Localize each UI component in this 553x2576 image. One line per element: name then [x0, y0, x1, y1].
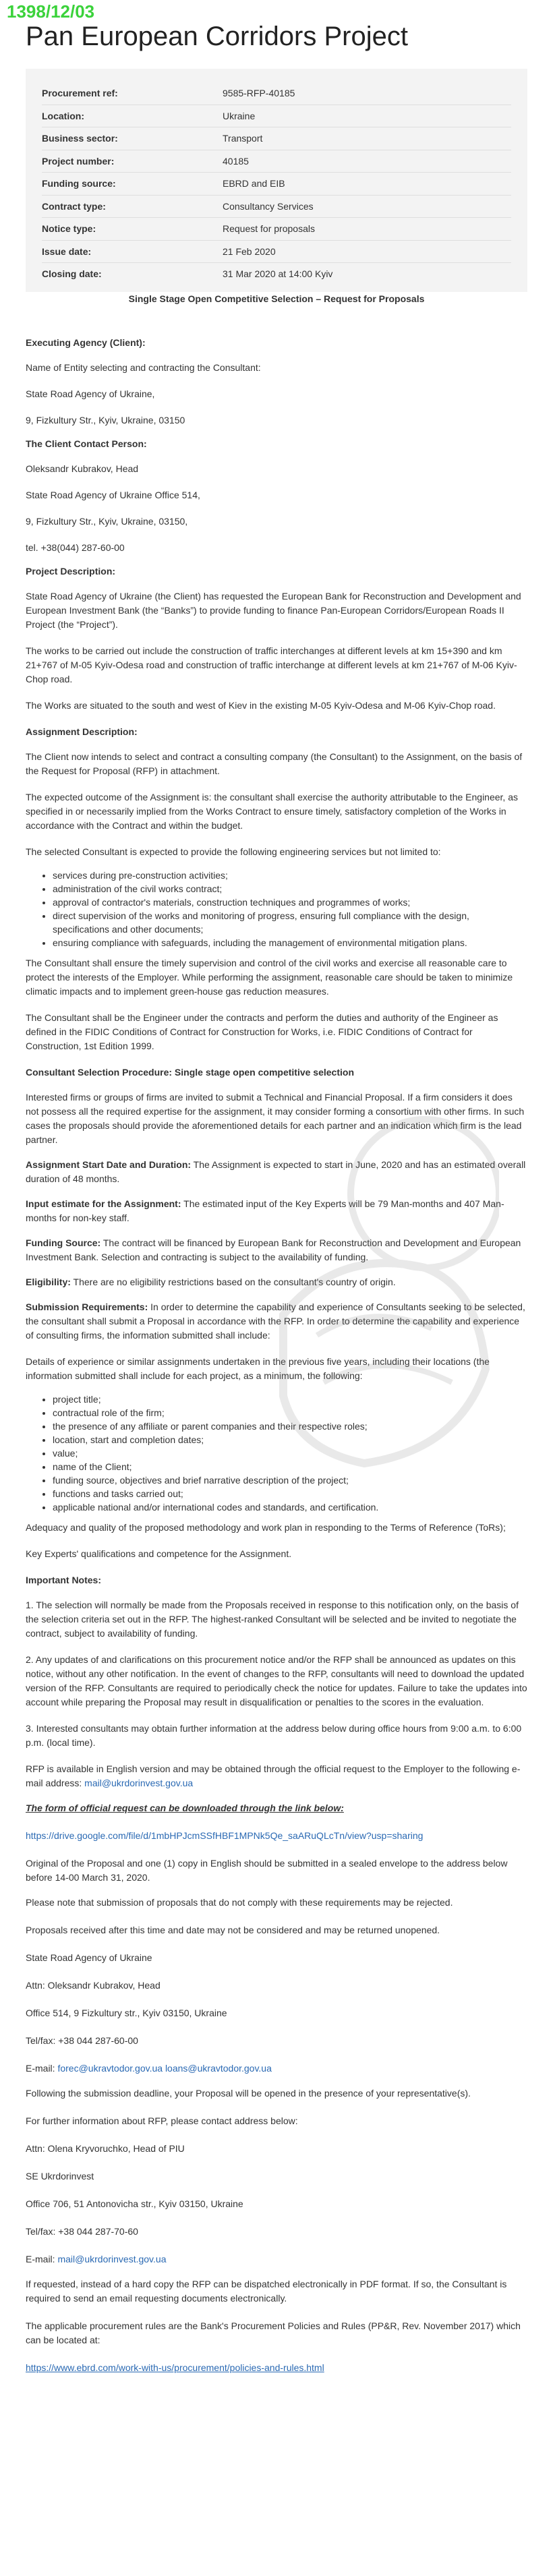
email-paragraph [26, 2061, 527, 2076]
list-item: • funding source, objectives and brief narrative description of the project; [53, 1473, 527, 1487]
info-label: Project number: [42, 155, 115, 167]
contact-line: Attn: Olena Kryvoruchko, Head of PIU [26, 2142, 185, 2154]
email-label: E-mail: [26, 2062, 58, 2074]
paragraph: Please note that submission of proposals that do not comply with these requirements may be rejected. [26, 1896, 453, 1908]
project-description-heading: Project Description: [26, 565, 116, 577]
contact-line: tel. +38(044) 287-60-00 [26, 541, 125, 553]
contact-email-paragraph [26, 2252, 527, 2266]
submission-text: In order to determine the capability and experience of Consultants seeking to be selected, the consultant shall submit a Proposal in accordance with the RFP. In order to determine the capability and experience of consulting firms, the information submitted shall include: [26, 1301, 525, 1341]
start-date-paragraph [26, 1158, 527, 1186]
important-notes-heading: Important Notes: [26, 1574, 101, 1585]
info-label: Procurement ref: [42, 88, 118, 99]
paragraph: Proposals received after this time and date may not be considered and may be returned unopened. [26, 1924, 440, 1935]
info-label: Business sector: [42, 133, 118, 144]
funding-source-label: Funding Source: [26, 1237, 101, 1248]
address-line: Tel/fax: +38 044 287-60-00 [26, 2035, 138, 2046]
paragraph: The expected outcome of the Assignment is: the consultant shall exercise the authority attributable to the Engineer, as specified in or necessarily implied from the Works Contract to ensure timely, satisfactory completion of the Works in accordance with the Contract and within the budget. [26, 791, 518, 831]
paragraph: Interested firms or groups of firms are invited to submit a Technical and Financial Proposal. If a firm considers it does not possess all the required expertise for the assignment, it may consider forming a consortium with other firms. In such cases the proposals should provide the aforementioned details for each partner and an indication which firm is the lead partner. [26, 1091, 525, 1145]
notice-subtitle: Single Stage Open Competitive Selection – Request for Proposals [128, 293, 425, 304]
exec-line: 9, Fizkultury Str., Kyiv, Ukraine, 03150 [26, 414, 185, 426]
funding-source-text: The contract will be financed by European Bank for Reconstruction and Development and European Investment Bank. Selection and contracting is subject to the availability of funding. [26, 1237, 521, 1262]
info-label: Funding source: [42, 178, 116, 189]
email-link-loans[interactable]: loans@ukravtodor.gov.ua [165, 2062, 272, 2074]
form-download-link[interactable]: https://drive.google.com/file/d/1mbHPJcmSSfHBF1MPNk5Qe_saARuQLcTn/view?usp=sharing [26, 1829, 424, 1841]
contact-line: Office 706, 51 Antonovicha str., Kyiv 03150, Ukraine [26, 2198, 243, 2209]
note-paragraph: 1. The selection will normally be made from the Proposals received in response to this notification only, on the basis of the selection criteria set out in the RFP. The highest-ranked Consultant will be selected and be invited to negotiate the contract, subject to availability of funding. [26, 1599, 519, 1639]
info-value: Consultancy Services [223, 200, 314, 212]
info-value: 9585-RFP-40185 [223, 88, 295, 99]
info-row [42, 173, 511, 196]
paragraph: Original of the Proposal and one (1) copy in English should be submitted in a sealed envelope to the address below before 14-00 March 31, 2020. [26, 1857, 508, 1883]
contact-email-label: E-mail: [26, 2253, 58, 2264]
list-item: • applicable national and/or international codes and standards, and certification. [53, 1500, 527, 1514]
list-item: • services during pre-construction activities; [53, 869, 527, 882]
paragraph: Adequacy and quality of the proposed methodology and work plan in responding to the Terms of Reference (ToRs); [26, 1521, 506, 1533]
list-item: • approval of contractor's materials, construction techniques and programmes of works; [53, 896, 527, 909]
form-download-text: The form of official request can be downloaded through the link below: [26, 1802, 344, 1813]
selection-procedure-heading: Consultant Selection Procedure: Single stage open competitive selection [26, 1066, 354, 1078]
info-value: Transport [223, 133, 263, 144]
contact-line: SE Ukrdorinvest [26, 2170, 94, 2182]
info-label: Closing date: [42, 268, 102, 280]
funding-source-paragraph [26, 1236, 527, 1264]
contact-email-link[interactable]: mail@ukrdorinvest.gov.ua [57, 2253, 167, 2264]
list-item: • functions and tasks carried out; [53, 1487, 527, 1500]
paragraph: The selected Consultant is expected to provide the following engineering services but not limited to: [26, 846, 441, 857]
info-row [42, 127, 511, 150]
list-item: • value; [53, 1446, 527, 1460]
info-row [42, 150, 511, 173]
contact-line: Tel/fax: +38 044 287-70-60 [26, 2225, 138, 2237]
info-row [42, 82, 511, 105]
procurement-info-box [26, 69, 527, 292]
info-row [42, 196, 511, 218]
input-estimate-paragraph [26, 1197, 527, 1225]
contact-heading: The Client Contact Person: [26, 438, 147, 449]
experience-list [26, 1393, 527, 1514]
notice-body [26, 292, 527, 2375]
paragraph: Details of experience or similar assignments undertaken in the previous five years, including their locations (the information submitted shall include for each project, as a minimum, the following: [26, 1355, 490, 1381]
exec-line: State Road Agency of Ukraine, [26, 388, 155, 399]
assignment-description-heading: Assignment Description: [26, 726, 138, 737]
info-row [42, 241, 511, 264]
eligibility-text: There are no eligibility restrictions based on the consultant's country of origin. [70, 1276, 396, 1287]
info-value: 40185 [223, 155, 249, 167]
info-label: Location: [42, 110, 84, 121]
info-row [42, 263, 511, 285]
info-value: Request for proposals [223, 223, 315, 235]
rfp-email-link[interactable]: mail@ukrdorinvest.gov.ua [84, 1777, 194, 1788]
input-estimate-text: The estimated input of the Key Experts will be 79 Man-months and 407 Man-months for non-key staff. [26, 1198, 504, 1223]
address-line: State Road Agency of Ukraine [26, 1952, 152, 1963]
paragraph: Key Experts' qualifications and competence for the Assignment. [26, 1548, 292, 1559]
list-item: • ensuring compliance with safeguards, including the management of environmental mitigation plans. [53, 936, 527, 949]
list-item: • administration of the civil works contract; [53, 882, 527, 896]
date-stamp: 1398/12/03 [7, 1, 95, 22]
paragraph: The Client now intends to select and contract a consulting company (the Consultant) to the Assignment, on the basis of the Request for Proposal (RFP) in attachment. [26, 751, 523, 776]
paragraph: The Consultant shall ensure the timely supervision and control of the civil works and exercise all reasonable care to protect the interests of the Employer. While performing the assignment, reasonable care should be taken to minimize climatic impacts and to implement green-house gas reduction measures. [26, 957, 513, 997]
info-label: Notice type: [42, 223, 96, 235]
rfp-text: RFP is available in English version and may be obtained through the official request to the Employer to the following e-mail address: [26, 1763, 521, 1788]
paragraph: The applicable procurement rules are the Bank's Procurement Policies and Rules (PP&R, Rev. November 2017) which can be located at: [26, 2320, 521, 2345]
rules-link-paragraph [26, 2361, 527, 2375]
note-paragraph: 2. Any updates of and clarifications on this procurement notice and/or the RFP shall be announced as updates on this notice, without any other notification. In the event of changes to the RFP, consultants will need to download the updated version of the RFP. Consultants are required to periodically check the notice for updates. Failure to take the updates into account while preparing the Proposal may result in disqualification or penalties to the scores in the evaluation. [26, 1653, 527, 1707]
list-item: • name of the Client; [53, 1460, 527, 1473]
info-value: Ukraine [223, 110, 256, 121]
paragraph: If requested, instead of a hard copy the RFP can be dispatched electronically in PDF format. If so, the Consultant is required to send an email requesting documents electronically. [26, 2278, 507, 2304]
info-value: 21 Feb 2020 [223, 245, 276, 257]
exec-line: Name of Entity selecting and contracting the Consultant: [26, 361, 261, 373]
services-list [26, 869, 527, 949]
info-row [42, 105, 511, 128]
input-estimate-label: Input estimate for the Assignment: [26, 1198, 181, 1209]
info-label: Contract type: [42, 200, 106, 212]
form-link-paragraph [26, 1829, 527, 1843]
eligibility-label: Eligibility: [26, 1276, 71, 1287]
submission-label: Submission Requirements: [26, 1301, 148, 1312]
address-line: Attn: Oleksandr Kubrakov, Head [26, 1979, 161, 1991]
contact-line: State Road Agency of Ukraine Office 514, [26, 489, 200, 500]
address-line: Office 514, 9 Fizkultury str., Kyiv 03150, Ukraine [26, 2007, 227, 2018]
paragraph: The Works are situated to the south and west of Kiev in the existing M-05 Kyiv-Odesa and M-06 Kyiv-Chop road. [26, 699, 496, 711]
start-date-label: Assignment Start Date and Duration: [26, 1159, 192, 1170]
paragraph: State Road Agency of Ukraine (the Client) has requested the European Bank for Reconstruction and Development and European Investment Bank (the “Banks”) to provide funding to finance Pan-European Corridors/European Roads II Project (the “Project”). [26, 590, 521, 630]
paragraph: Following the submission deadline, your Proposal will be opened in the presence of your representative(s). [26, 2087, 471, 2099]
list-item: • contractual role of the firm; [53, 1406, 527, 1419]
email-link-forec[interactable]: forec@ukravtodor.gov.ua [57, 2062, 163, 2074]
info-label: Issue date: [42, 245, 92, 257]
paragraph: For further information about RFP, please contact address below: [26, 2115, 298, 2126]
executing-agency-heading: Executing Agency (Client): [26, 336, 146, 348]
info-value: 31 Mar 2020 at 14:00 Kyiv [223, 268, 333, 280]
form-download-label [26, 1801, 527, 1815]
page-title: Pan European Corridors Project [26, 22, 408, 51]
procurement-rules-link[interactable]: https://www.ebrd.com/work-with-us/procurement/policies-and-rules.html [26, 2362, 324, 2373]
note-paragraph: 3. Interested consultants may obtain further information at the address below during office hours from 9:00 a.m. to 6:00 p.m. (local time). [26, 1722, 522, 1748]
paragraph: The works to be carried out include the construction of traffic interchanges at different levels at km 15+390 and km 21+767 of M-05 Kyiv-Odesa road and construction of traffic interchange at different levels at km 21+767 of M-06 Kyiv-Chop road. [26, 645, 517, 684]
list-item: • location, start and completion dates; [53, 1433, 527, 1446]
start-date-text: The Assignment is expected to start in June, 2020 and has an estimated overall duration of 48 months. [26, 1159, 526, 1184]
eligibility-paragraph [26, 1275, 527, 1289]
rfp-availability-paragraph [26, 1762, 527, 1790]
list-item: • project title; [53, 1393, 527, 1406]
info-row [42, 218, 511, 241]
submission-paragraph [26, 1300, 527, 1343]
list-item: • direct supervision of the works and monitoring of progress, ensuring full compliance with the design, specifications and other documents; [53, 909, 527, 936]
paragraph: The Consultant shall be the Engineer under the contracts and perform the duties and authority of the Engineer as defined in the FIDIC Conditions of Contract for Construction for Works, i.e. FIDIC Conditions of Contract for Construction, 1st Edition 1999. [26, 1012, 498, 1051]
contact-line: Oleksandr Kubrakov, Head [26, 463, 139, 474]
contact-line: 9, Fizkultury Str., Kyiv, Ukraine, 03150, [26, 515, 188, 527]
info-value: EBRD and EIB [223, 178, 285, 189]
list-item: • the presence of any affiliate or parent companies and their respective roles; [53, 1419, 527, 1433]
